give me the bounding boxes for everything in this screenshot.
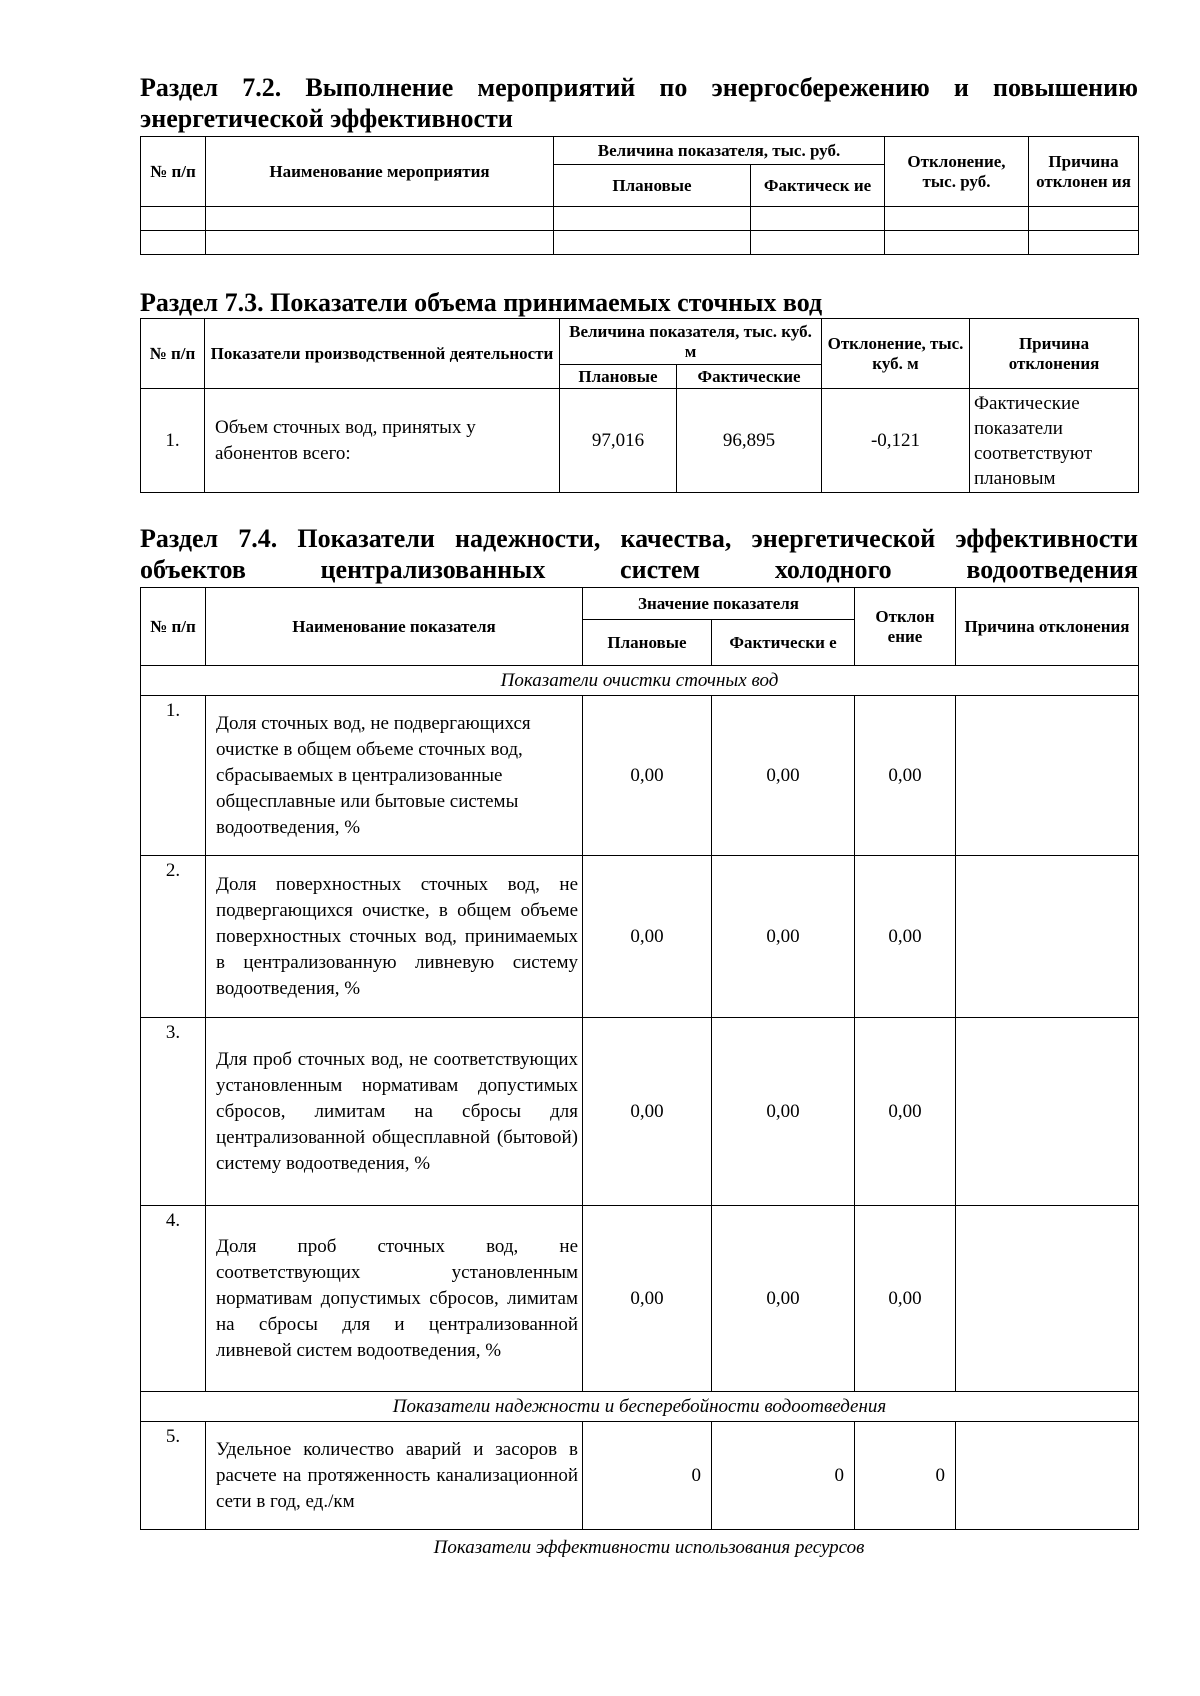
- row-plan: 0,00: [583, 1206, 712, 1392]
- col-header-name: Наименование показателя: [206, 588, 583, 666]
- row-fact: 96,895: [677, 389, 822, 493]
- row-fact: 0,00: [712, 696, 855, 856]
- col-header-name: Показатели производственной деятельности: [205, 319, 560, 389]
- row-num: 1.: [141, 389, 205, 493]
- table-7-3: [140, 318, 1139, 493]
- table-row: [141, 389, 1139, 493]
- table-row: [141, 1206, 1139, 1392]
- table-row: [141, 696, 1139, 856]
- table-7-2: [140, 136, 1139, 255]
- row-name: Доля сточных вод, не подвергающихся очистке в общем объеме сточных вод, сбрасываемых в централизованные общесплавные или бытовые системы водоотведения, %: [206, 696, 583, 856]
- col-header-fact: Фактические: [677, 365, 822, 389]
- row-reason: [956, 696, 1139, 856]
- col-header-deviation: Отклонение, тыс. куб. м: [822, 319, 970, 389]
- col-header-plan: Плановые: [554, 165, 751, 207]
- row-num: 4.: [141, 1206, 206, 1392]
- row-fact: 0,00: [712, 1018, 855, 1206]
- table-row: [141, 231, 1139, 255]
- row-plan: 0,00: [583, 1018, 712, 1206]
- row-name: Доля поверхностных сточных вод, не подвергающихся очистке, в общем объеме поверхностных сточных вод, принимаемых в централизованную ливневую систему водоотведения, %: [206, 856, 583, 1018]
- col-header-name: Наименование мероприятия: [206, 137, 554, 207]
- col-header-num: № п/п: [141, 588, 206, 666]
- col-header-num: № п/п: [141, 319, 205, 389]
- row-deviation: 0,00: [855, 1206, 956, 1392]
- group-header-treatment: Показатели очистки сточных вод: [141, 666, 1139, 696]
- footer-caption: Показатели эффективности использования ресурсов: [433, 1537, 865, 1558]
- row-plan: 0,00: [583, 696, 712, 856]
- section-7-3-title: Раздел 7.3. Показатели объема принимаемых сточных вод: [140, 288, 823, 317]
- table-row: [141, 207, 1139, 231]
- col-header-reason: Причина отклонен ия: [1029, 137, 1139, 207]
- row-deviation: -0,121: [822, 389, 970, 493]
- row-reason: [956, 1206, 1139, 1392]
- row-reason: [956, 1018, 1139, 1206]
- table-row: [141, 1018, 1139, 1206]
- row-plan: 0,00: [583, 856, 712, 1018]
- col-header-num: № п/п: [141, 137, 206, 207]
- row-name: Удельное количество аварий и засоров в расчете на протяженность канализационной сети в год, ед./км: [206, 1422, 583, 1530]
- row-deviation: 0,00: [855, 696, 956, 856]
- row-reason: [956, 856, 1139, 1018]
- group-header-reliability: Показатели надежности и бесперебойности водоотведения: [141, 1392, 1139, 1422]
- row-reason: Фактические показатели соответствуют плановым: [970, 389, 1139, 493]
- table-row: [141, 1422, 1139, 1530]
- row-deviation: 0,00: [855, 1018, 956, 1206]
- row-num: 1.: [141, 696, 206, 856]
- row-num: 3.: [141, 1018, 206, 1206]
- col-header-deviation: Отклонение, тыс. руб.: [885, 137, 1029, 207]
- row-deviation: 0,00: [855, 856, 956, 1018]
- row-deviation: 0: [855, 1422, 956, 1530]
- section-7-2-title: Раздел 7.2. Выполнение мероприятий по энергосбережению и повышению энергетической эффективности: [140, 73, 1138, 133]
- row-plan: 0: [583, 1422, 712, 1530]
- row-fact: 0,00: [712, 1206, 855, 1392]
- col-header-value: Значение показателя: [583, 588, 855, 620]
- row-name: Объем сточных вод, принятых у абонентов всего:: [205, 389, 560, 493]
- col-header-fact: Фактически е: [712, 620, 855, 666]
- row-reason: [956, 1422, 1139, 1530]
- section-7-4-title: Раздел 7.4. Показатели надежности, качества, энергетической эффективности объектов централизованных систем холодного водоотведения: [140, 524, 1138, 584]
- row-plan: 97,016: [560, 389, 677, 493]
- col-header-deviation: Отклон ение: [855, 588, 956, 666]
- row-fact: 0,00: [712, 856, 855, 1018]
- row-fact: 0: [712, 1422, 855, 1530]
- row-name: Доля проб сточных вод, не соответствующих установленным нормативам допустимых сбросов, лимитам на сбросы для и централизованной ливневой систем водоотведения, %: [206, 1206, 583, 1392]
- col-header-reason: Причина отклонения: [956, 588, 1139, 666]
- col-header-reason: Причина отклонения: [970, 319, 1139, 389]
- table-7-4: [140, 587, 1139, 1530]
- row-name: Для проб сточных вод, не соответствующих установленным нормативам допустимых сбросов, лимитам на сбросы для централизованной общесплавной (бытовой) систему водоотведения, %: [206, 1018, 583, 1206]
- col-header-plan: Плановые: [560, 365, 677, 389]
- col-header-value: Величина показателя, тыс. куб. м: [560, 319, 822, 365]
- row-num: 5.: [141, 1422, 206, 1530]
- col-header-value: Величина показателя, тыс. руб.: [554, 137, 885, 165]
- table-row: [141, 856, 1139, 1018]
- row-num: 2.: [141, 856, 206, 1018]
- col-header-plan: Плановые: [583, 620, 712, 666]
- document-page: [140, 72, 1138, 1562]
- col-header-fact: Фактическ ие: [751, 165, 885, 207]
